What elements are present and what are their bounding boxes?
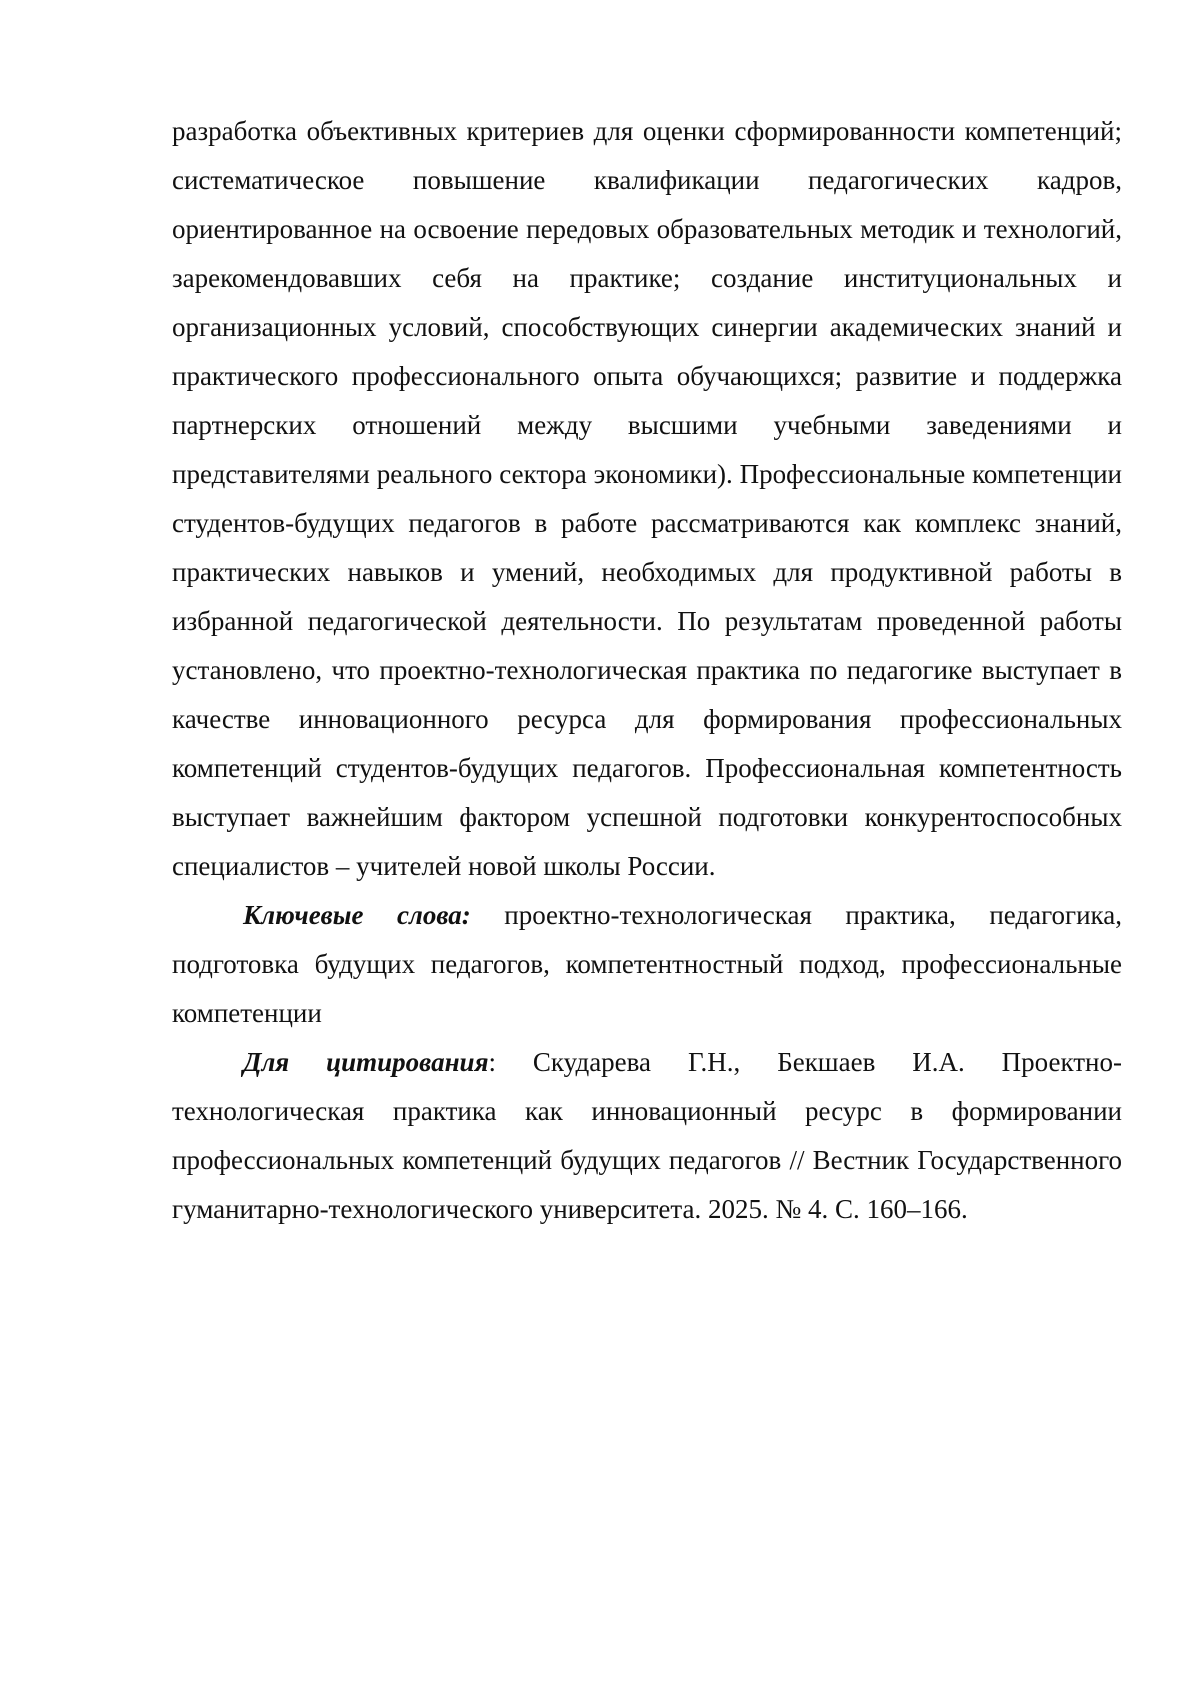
abstract-paragraph: разработка объективных критериев для оценки сформированности компетенций; систематическое повышение квалификации педагогических кадров, ориентированное на освоение передовых образовательных методик и технологий, зарекомендовавших себя на практике; создание институциональных и организационных условий, способствующих синергии академических знаний и практического профессионального опыта обучающихся; развитие и поддержка партнерских отношений между высшими учебными заведениями и представителями реального сектора экономики). Профессиональные компетенции студентов-будущих педагогов в работе рассматриваются как комплекс знаний, практических навыков и умений, необходимых для продуктивной работы в избранной педагогической деятельности. По результатам проведенной работы установлено, что проектно-технологическая практика по педагогике выступает в качестве инновационного ресурса для формирования профессиональных компетенций студентов-будущих педагогов. Профессиональная компетентность выступает важнейшим фактором успешной подготовки конкурентоспособных специалистов – учителей новой школы России. (172, 116, 1122, 881)
citation-text: : Скударева Г.Н., Бекшаев И.А. Проектно-технологическая практика как инновационный ресурс в формировании профессиональных компетенций будущих педагогов // Вестник Государственного гуманитарно-технологического университета. 2025. № 4. С. 160–166. (172, 1047, 1122, 1224)
citation-label: Для цитирования (243, 1047, 489, 1077)
keywords-label: Ключевые слова: (243, 900, 471, 930)
keywords-text: проектно-технологическая практика, педагогика, подготовка будущих педагогов, компетентностный подход, профессиональные компетенции (172, 900, 1123, 1028)
citation-paragraph (172, 1038, 1122, 1234)
abstract-text-block (172, 107, 1122, 1234)
keywords-paragraph (172, 891, 1122, 1038)
